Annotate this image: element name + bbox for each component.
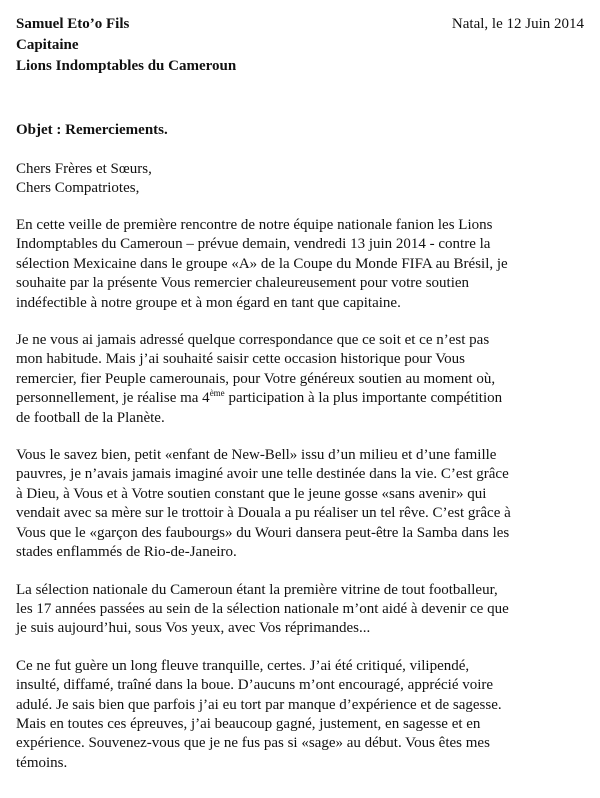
paragraph-4 [16,581,584,639]
text-line: indéfectible à notre groupe et à mon égard en tant que capitaine. [16,294,401,311]
text-line: insulté, diffamé, traîné dans la boue. D’aucuns m’ont encouragé, apprécié voire [16,677,494,694]
text-line: Ce ne fut guère un long fleuve tranquille, certes. J’ai été critiqué, vilipendé, [16,657,470,674]
sender-name: Samuel Eto’o Fils [16,16,130,32]
letter-subject: Objet : Remerciements. [16,122,168,138]
text-line: mon habitude. Mais j’ai souhaité saisir cette occasion historique pour Vous [16,351,465,368]
participation-text-before: personnellement, je réalise ma 4 [16,390,210,407]
text-line: Vous le savez bien, petit «enfant de New-Bell» issu d’un milieu et d’une famille [16,447,497,464]
paragraph-5 [16,657,584,773]
sender-block [16,14,236,77]
sender-role: Capitaine [16,37,79,53]
text-line: à Dieu, à Vous et à Votre soutien constant que le jeune gosse «sans avenir» qui [16,485,487,502]
text-line: En cette veille de première rencontre de notre équipe nationale fanion les Lions [16,217,493,233]
participation-text-after: participation à la plus importante compétition [224,390,503,407]
participation-superscript: ème [209,388,225,399]
text-line: Indomptables du Cameroun – prévue demain, vendredi 13 juin 2014 - contre la [16,236,491,253]
text-line: vendait avec sa mère sur le trottoir à Douala a pu réaliser un tel rêve. C’est grâce à [16,505,511,522]
text-line: stades enflammés de Rio-de-Janeiro. [16,544,237,561]
text-line: les 17 années passées au sein de la sélection nationale m’ont aidé à devenir ce que [16,600,509,617]
text-line: remercier, fier Peuple camerounais, pour Votre généreux soutien au moment où, [16,370,496,387]
salutation-line: Chers Compatriotes, [16,180,140,196]
text-line: sélection Mexicaine dans le groupe «A» de la Coupe du Monde FIFA au Brésil, je [16,255,508,272]
text-line: Je ne vous ai jamais adressé quelque correspondance que ce soit et ce n’est pas [16,332,490,349]
salutation-block [16,160,152,198]
paragraph-1 [16,216,584,313]
paragraph-2 [16,331,584,428]
text-line [16,389,584,408]
text-line: témoins. [16,754,68,771]
letter-date: Natal, le 12 Juin 2014 [451,16,584,32]
salutation-line: Chers Frères et Sœurs, [16,161,152,177]
text-line: je suis aujourd’hui, sous Vos yeux, avec Vos réprimandes... [16,620,371,637]
text-line: souhaite par la présente Vous remercier chaleureusement pour votre soutien [16,275,470,292]
text-line: Mais en toutes ces épreuves, j’ai beaucoup gagné, justement, en sagesse et en [16,715,481,732]
letter-body [16,216,584,791]
text-line: La sélection nationale du Cameroun étant la première vitrine de tout footballeur, [16,581,498,598]
text-line: expérience. Souvenez-vous que je ne fus pas si «sage» au début. Vous êtes mes [16,735,490,752]
text-line: adulé. Je sais bien que parfois j’ai eu tort par manque d’expérience et de sagesse. [16,696,502,713]
text-line: pauvres, je n’avais jamais imaginé avoir une telle destinée dans la vie. C’est grâce [16,466,509,483]
text-line: Vous que le «garçon des faubourgs» du Wouri dansera peut-être la Samba dans les [16,524,510,541]
text-line: de football de la Planète. [16,409,165,426]
paragraph-3 [16,446,584,562]
sender-team: Lions Indomptables du Cameroun [16,58,237,74]
